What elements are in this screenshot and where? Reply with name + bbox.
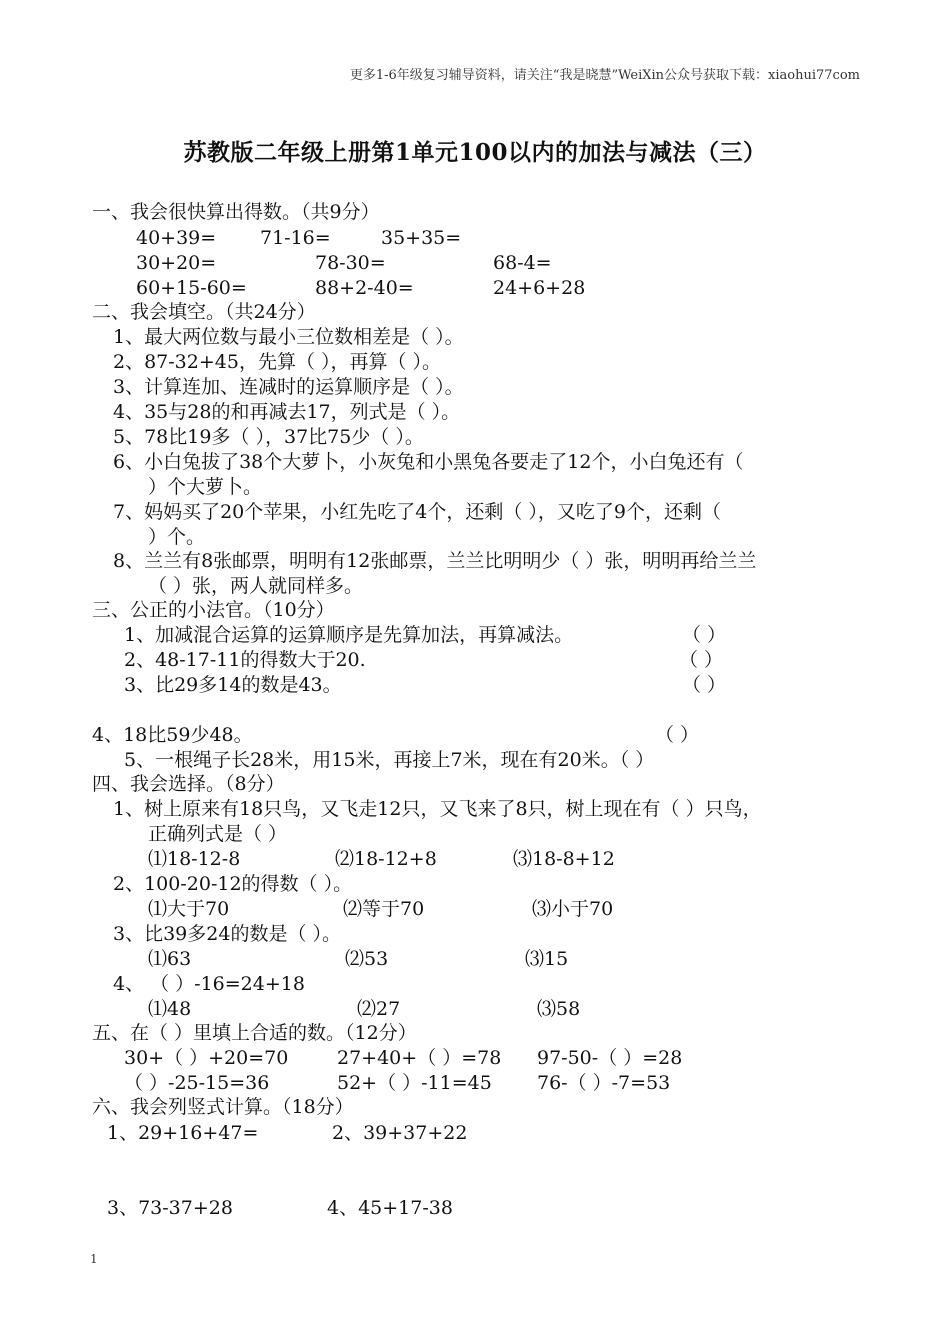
answer-paren: （ ） [682,624,727,646]
s1-problem: 88+2-40= [315,277,414,299]
s4-option: ⑵18-12+8 [335,848,437,870]
s4-question: 2、100-20-12的得数（ ）。 [113,873,353,895]
s4-option: ⑶15 [525,948,569,970]
section-6-heading: 六、我会列竖式计算。（18分） [92,1096,354,1118]
s1-problem: 78-30= [315,252,386,274]
section-3-heading: 三、公正的小法官。（10分） [92,599,335,621]
s4-option: ⑴大于70 [148,898,230,920]
s1-problem: 71-16= [260,227,331,249]
s1-problem: 60+15-60= [136,277,247,299]
s4-option: ⑴18-12-8 [148,848,241,870]
s2-question: 7、妈妈买了20个苹果，小红先吃了4个，还剩（ ），又吃了9个，还剩（ [113,501,721,523]
s4-option: ⑶58 [537,998,581,1020]
section-1-heading: 一、我会很快算出得数。（共9分） [92,201,380,223]
page-number: 1 [90,1252,98,1266]
answer-paren: （ ） [682,674,727,696]
section-5-heading: 五、在（ ）里填上合适的数。（12分） [92,1022,417,1044]
page-title: 苏教版二年级上册第1单元100以内的加法与减法（三） [183,139,767,166]
s1-problem: 35+35= [381,227,462,249]
s4-option: ⑴63 [148,948,192,970]
s2-question: 1、最大两位数与最小三位数相差是（ ）。 [113,326,464,348]
s5-problem: 97-50-（ ）=28 [537,1047,683,1069]
s1-problem: 40+39= [136,227,217,249]
answer-paren: （ ） [679,649,724,671]
s6-problem: 2、39+37+22 [332,1122,468,1144]
s4-question: 1、树上原来有18只鸟，又飞走12只，又飞来了8只，树上现在有（ ）只鸟， [113,798,762,820]
s4-option: ⑵27 [357,998,401,1020]
s4-option: ⑵53 [345,948,389,970]
s1-problem: 30+20= [136,252,217,274]
s2-question: 6、小白兔拔了38个大萝卜，小灰兔和小黑兔各要走了12个，小白兔还有（ [113,451,744,473]
section-4-heading: 四、我会选择。（8分） [92,773,285,795]
s2-question: 5、78比19多（ ），37比75少（ ）。 [113,426,424,448]
s3-statement: 5、一根绳子长28米，用15米，再接上7米，现在有20米。（ ） [124,749,655,771]
s1-problem: 68-4= [493,252,552,274]
page-header: 更多1-6年级复习辅导资料，请关注“我是晓慧”WeiXin公众号获取下载：xiaohui77com [349,68,860,83]
s2-question: 3、计算连加、连减时的运算顺序是（ ）。 [113,376,464,398]
s5-problem: 52+（ ）-11=45 [337,1072,492,1094]
s6-problem: 3、73-37+28 [107,1197,233,1219]
s1-problem: 24+6+28 [493,277,586,299]
s2-question-continued: ）个大萝卜。 [148,476,263,498]
s6-problem: 1、29+16+47= [107,1122,259,1144]
s3-statement: 1、加减混合运算的运算顺序是先算加法，再算减法。 [124,624,574,646]
section-2-heading: 二、我会填空。（共24分） [92,301,316,323]
s4-option: ⑶18-8+12 [513,848,615,870]
s2-question: 8、兰兰有8张邮票，明明有12张邮票，兰兰比明明少（ ）张，明明再给兰兰 [113,550,757,572]
answer-paren: （ ） [655,724,700,746]
s5-problem: 30+（ ）+20=70 [124,1047,289,1069]
s4-option: ⑵等于70 [343,898,425,920]
s5-problem: 27+40+（ ）=78 [337,1047,502,1069]
s2-question-continued: （ ）张，两人就同样多。 [148,575,364,597]
s4-option: ⑴48 [148,998,192,1020]
s3-statement: 2、48-17-11的得数大于20. [124,649,366,671]
s2-question-continued: ）个。 [148,526,206,548]
s4-question: 4、 （ ）-16=24+18 [113,973,305,995]
s3-statement: 4、18比59少48。 [92,724,253,746]
s4-option: ⑶小于70 [532,898,614,920]
s5-problem: （ ）-25-15=36 [124,1072,270,1094]
s5-problem: 76-（ ）-7=53 [537,1072,671,1094]
s2-question: 2、87-32+45，先算（ ），再算（ ）。 [113,351,442,373]
s4-question-continued: 正确列式是（ ） [148,823,288,845]
s2-question: 4、35与28的和再减去17，列式是（ ）。 [113,401,461,423]
s6-problem: 4、45+17-38 [327,1197,453,1219]
s4-question: 3、比39多24的数是（ ）。 [113,923,341,945]
s3-statement: 3、比29多14的数是43。 [124,674,342,696]
